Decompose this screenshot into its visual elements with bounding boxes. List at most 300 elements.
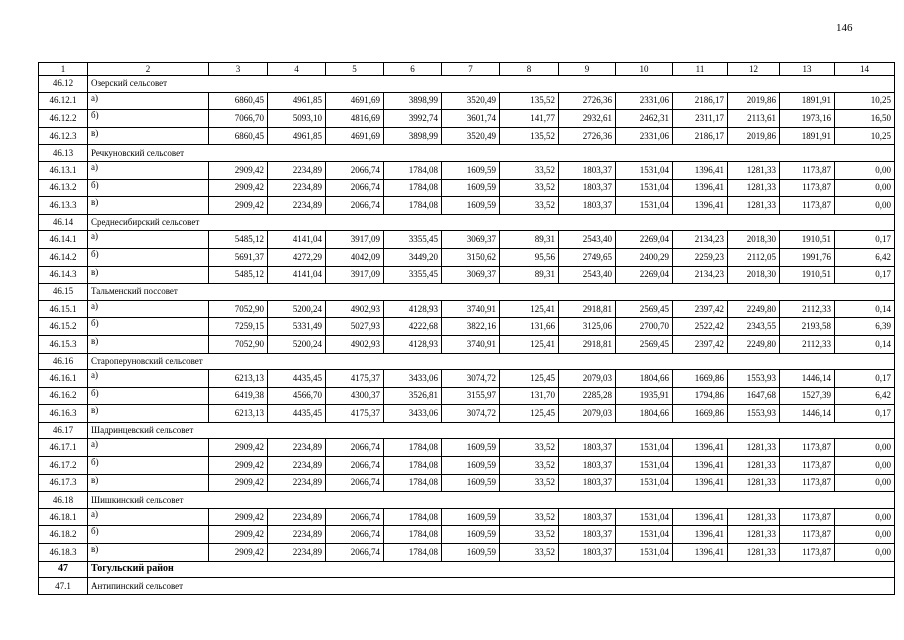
section-row <box>39 578 895 595</box>
value-cell: 2234,89 <box>268 439 326 457</box>
value-cell: 1784,08 <box>384 197 442 215</box>
value-cell: 2249,80 <box>728 335 780 353</box>
value-cell: 1446,14 <box>780 370 835 388</box>
table-row <box>39 92 895 110</box>
row-label: а) <box>88 370 209 388</box>
value-cell: 2522,42 <box>673 318 728 336</box>
row-code: 46.13.1 <box>39 161 88 179</box>
value-cell: 1531,04 <box>616 197 673 215</box>
value-cell: 33,52 <box>500 526 559 544</box>
value-cell: 3155,97 <box>442 387 500 405</box>
value-cell: 125,45 <box>500 370 559 388</box>
row-code: 46.18.3 <box>39 544 88 562</box>
value-cell: 2134,23 <box>673 231 728 249</box>
value-cell: 7052,90 <box>209 300 268 318</box>
section-row <box>39 214 895 231</box>
value-cell: 6213,13 <box>209 370 268 388</box>
value-cell: 2079,03 <box>559 370 616 388</box>
value-cell: 5691,37 <box>209 248 268 266</box>
value-cell: 0,00 <box>835 457 895 475</box>
value-cell: 2543,40 <box>559 266 616 284</box>
value-cell: 2066,74 <box>326 508 384 526</box>
value-cell: 4300,37 <box>326 387 384 405</box>
value-cell: 2066,74 <box>326 526 384 544</box>
section-code: 46.18 <box>39 492 88 509</box>
table-row <box>39 266 895 284</box>
value-cell: 6,39 <box>835 318 895 336</box>
column-number: 11 <box>673 63 728 76</box>
row-label: в) <box>88 266 209 284</box>
value-cell: 3433,06 <box>384 370 442 388</box>
value-cell: 1281,33 <box>728 161 780 179</box>
value-cell: 1973,16 <box>780 110 835 128</box>
value-cell: 1173,87 <box>780 457 835 475</box>
value-cell: 33,52 <box>500 197 559 215</box>
value-cell: 135,52 <box>500 127 559 145</box>
value-cell: 3069,37 <box>442 266 500 284</box>
value-cell: 1173,87 <box>780 179 835 197</box>
value-cell: 10,25 <box>835 127 895 145</box>
value-cell: 33,52 <box>500 161 559 179</box>
value-cell: 2234,89 <box>268 544 326 562</box>
value-cell: 5027,93 <box>326 318 384 336</box>
value-cell: 0,17 <box>835 266 895 284</box>
value-cell: 2909,42 <box>209 457 268 475</box>
section-code: 47 <box>39 561 88 578</box>
table-row <box>39 335 895 353</box>
value-cell: 0,00 <box>835 179 895 197</box>
value-cell: 1803,37 <box>559 544 616 562</box>
table-row <box>39 387 895 405</box>
value-cell: 2726,36 <box>559 127 616 145</box>
row-code: 46.14.2 <box>39 248 88 266</box>
value-cell: 3074,72 <box>442 405 500 423</box>
value-cell: 1173,87 <box>780 526 835 544</box>
value-cell: 3433,06 <box>384 405 442 423</box>
settlement-name: Шадринцевский сельсовет <box>88 422 895 439</box>
value-cell: 1396,41 <box>673 526 728 544</box>
column-number: 14 <box>835 63 895 76</box>
value-cell: 6213,13 <box>209 405 268 423</box>
table-row <box>39 231 895 249</box>
column-number: 8 <box>500 63 559 76</box>
value-cell: 2079,03 <box>559 405 616 423</box>
column-number: 6 <box>384 63 442 76</box>
page-number: 146 <box>836 22 853 34</box>
value-cell: 3898,99 <box>384 92 442 110</box>
value-cell: 1281,33 <box>728 526 780 544</box>
value-cell: 2259,23 <box>673 248 728 266</box>
value-cell: 1281,33 <box>728 197 780 215</box>
value-cell: 2066,74 <box>326 457 384 475</box>
value-cell: 2285,28 <box>559 387 616 405</box>
value-cell: 2234,89 <box>268 474 326 492</box>
value-cell: 0,00 <box>835 474 895 492</box>
value-cell: 1531,04 <box>616 544 673 562</box>
value-cell: 2909,42 <box>209 161 268 179</box>
value-cell: 2112,05 <box>728 248 780 266</box>
value-cell: 1281,33 <box>728 457 780 475</box>
value-cell: 1173,87 <box>780 439 835 457</box>
section-row <box>39 76 895 93</box>
value-cell: 1531,04 <box>616 526 673 544</box>
value-cell: 2018,30 <box>728 266 780 284</box>
row-label: а) <box>88 439 209 457</box>
table-row <box>39 370 895 388</box>
value-cell: 1803,37 <box>559 508 616 526</box>
value-cell: 1527,39 <box>780 387 835 405</box>
value-cell: 1784,08 <box>384 179 442 197</box>
value-cell: 2700,70 <box>616 318 673 336</box>
value-cell: 1804,66 <box>616 370 673 388</box>
value-cell: 3917,09 <box>326 231 384 249</box>
table-row <box>39 474 895 492</box>
value-cell: 4435,45 <box>268 405 326 423</box>
row-code: 46.15.2 <box>39 318 88 336</box>
row-code: 46.16.3 <box>39 405 88 423</box>
value-cell: 1396,41 <box>673 508 728 526</box>
value-cell: 1609,59 <box>442 526 500 544</box>
column-number: 2 <box>88 63 209 76</box>
row-code: 46.14.3 <box>39 266 88 284</box>
value-cell: 1794,86 <box>673 387 728 405</box>
value-cell: 1531,04 <box>616 439 673 457</box>
table-row <box>39 544 895 562</box>
table-row <box>39 248 895 266</box>
table-row <box>39 439 895 457</box>
value-cell: 1609,59 <box>442 161 500 179</box>
settlement-name: Антипинский сельсовет <box>88 578 895 595</box>
value-cell: 0,00 <box>835 439 895 457</box>
value-cell: 4902,93 <box>326 335 384 353</box>
row-label: б) <box>88 526 209 544</box>
value-cell: 4141,04 <box>268 231 326 249</box>
value-cell: 1173,87 <box>780 197 835 215</box>
value-cell: 3740,91 <box>442 335 500 353</box>
row-code: 46.13.3 <box>39 197 88 215</box>
value-cell: 2249,80 <box>728 300 780 318</box>
section-row <box>39 145 895 162</box>
district-row <box>39 561 895 578</box>
row-code: 46.13.2 <box>39 179 88 197</box>
settlement-name: Староперуновский сельсовет <box>88 353 895 370</box>
data-table <box>38 62 895 595</box>
value-cell: 3526,81 <box>384 387 442 405</box>
value-cell: 4961,85 <box>268 127 326 145</box>
row-code: 46.16.1 <box>39 370 88 388</box>
value-cell: 3520,49 <box>442 127 500 145</box>
value-cell: 10,25 <box>835 92 895 110</box>
value-cell: 2066,74 <box>326 474 384 492</box>
value-cell: 1803,37 <box>559 474 616 492</box>
value-cell: 125,41 <box>500 335 559 353</box>
value-cell: 2019,86 <box>728 92 780 110</box>
row-code: 46.17.1 <box>39 439 88 457</box>
settlement-name: Шишкинский сельсовет <box>88 492 895 509</box>
value-cell: 2909,42 <box>209 197 268 215</box>
row-code: 46.18.1 <box>39 508 88 526</box>
value-cell: 4435,45 <box>268 370 326 388</box>
row-label: а) <box>88 92 209 110</box>
value-cell: 2909,42 <box>209 526 268 544</box>
value-cell: 7052,90 <box>209 335 268 353</box>
row-code: 46.15.1 <box>39 300 88 318</box>
value-cell: 6860,45 <box>209 92 268 110</box>
value-cell: 2112,33 <box>780 300 835 318</box>
value-cell: 2234,89 <box>268 508 326 526</box>
value-cell: 1784,08 <box>384 544 442 562</box>
value-cell: 1281,33 <box>728 508 780 526</box>
value-cell: 3822,16 <box>442 318 500 336</box>
district-name: Тогульский район <box>88 561 895 578</box>
column-number: 5 <box>326 63 384 76</box>
value-cell: 7259,15 <box>209 318 268 336</box>
value-cell: 4902,93 <box>326 300 384 318</box>
value-cell: 4175,37 <box>326 405 384 423</box>
value-cell: 4691,69 <box>326 127 384 145</box>
value-cell: 2918,81 <box>559 300 616 318</box>
value-cell: 33,52 <box>500 439 559 457</box>
value-cell: 141,77 <box>500 110 559 128</box>
value-cell: 0,00 <box>835 544 895 562</box>
column-number: 1 <box>39 63 88 76</box>
value-cell: 4961,85 <box>268 92 326 110</box>
value-cell: 3898,99 <box>384 127 442 145</box>
value-cell: 5093,10 <box>268 110 326 128</box>
value-cell: 2134,23 <box>673 266 728 284</box>
value-cell: 1396,41 <box>673 197 728 215</box>
value-cell: 2343,55 <box>728 318 780 336</box>
row-label: б) <box>88 110 209 128</box>
value-cell: 3740,91 <box>442 300 500 318</box>
row-label: б) <box>88 318 209 336</box>
value-cell: 1910,51 <box>780 231 835 249</box>
value-cell: 2066,74 <box>326 161 384 179</box>
value-cell: 2397,42 <box>673 335 728 353</box>
value-cell: 1784,08 <box>384 457 442 475</box>
row-code: 46.12.2 <box>39 110 88 128</box>
value-cell: 3069,37 <box>442 231 500 249</box>
value-cell: 2462,31 <box>616 110 673 128</box>
row-code: 46.12.1 <box>39 92 88 110</box>
value-cell: 5485,12 <box>209 266 268 284</box>
value-cell: 3355,45 <box>384 266 442 284</box>
value-cell: 0,00 <box>835 197 895 215</box>
value-cell: 1803,37 <box>559 457 616 475</box>
value-cell: 1935,91 <box>616 387 673 405</box>
table-row <box>39 405 895 423</box>
value-cell: 2909,42 <box>209 544 268 562</box>
value-cell: 6,42 <box>835 248 895 266</box>
row-code: 46.15.3 <box>39 335 88 353</box>
section-row <box>39 284 895 301</box>
section-code: 47.1 <box>39 578 88 595</box>
row-code: 46.14.1 <box>39 231 88 249</box>
value-cell: 1531,04 <box>616 161 673 179</box>
value-cell: 3125,06 <box>559 318 616 336</box>
value-cell: 5331,49 <box>268 318 326 336</box>
value-cell: 1281,33 <box>728 439 780 457</box>
value-cell: 1531,04 <box>616 179 673 197</box>
value-cell: 3992,74 <box>384 110 442 128</box>
value-cell: 0,17 <box>835 370 895 388</box>
value-cell: 0,17 <box>835 231 895 249</box>
value-cell: 0,17 <box>835 405 895 423</box>
value-cell: 2569,45 <box>616 300 673 318</box>
value-cell: 0,00 <box>835 526 895 544</box>
column-number: 9 <box>559 63 616 76</box>
value-cell: 2193,58 <box>780 318 835 336</box>
value-cell: 89,31 <box>500 231 559 249</box>
section-code: 46.15 <box>39 284 88 301</box>
row-label: в) <box>88 544 209 562</box>
row-label: в) <box>88 127 209 145</box>
value-cell: 1609,59 <box>442 179 500 197</box>
value-cell: 2909,42 <box>209 474 268 492</box>
value-cell: 125,45 <box>500 405 559 423</box>
value-cell: 0,00 <box>835 508 895 526</box>
value-cell: 2234,89 <box>268 197 326 215</box>
value-cell: 1609,59 <box>442 474 500 492</box>
value-cell: 1396,41 <box>673 474 728 492</box>
value-cell: 1669,86 <box>673 405 728 423</box>
value-cell: 1803,37 <box>559 161 616 179</box>
value-cell: 6,42 <box>835 387 895 405</box>
value-cell: 1396,41 <box>673 457 728 475</box>
value-cell: 3601,74 <box>442 110 500 128</box>
value-cell: 131,70 <box>500 387 559 405</box>
value-cell: 0,14 <box>835 300 895 318</box>
section-code: 46.17 <box>39 422 88 439</box>
value-cell: 2932,61 <box>559 110 616 128</box>
column-number: 12 <box>728 63 780 76</box>
column-number: 4 <box>268 63 326 76</box>
table-row <box>39 197 895 215</box>
value-cell: 2066,74 <box>326 439 384 457</box>
value-cell: 2749,65 <box>559 248 616 266</box>
value-cell: 3917,09 <box>326 266 384 284</box>
value-cell: 1531,04 <box>616 457 673 475</box>
value-cell: 2543,40 <box>559 231 616 249</box>
value-cell: 2909,42 <box>209 439 268 457</box>
value-cell: 2269,04 <box>616 266 673 284</box>
value-cell: 2018,30 <box>728 231 780 249</box>
table-row <box>39 300 895 318</box>
value-cell: 4691,69 <box>326 92 384 110</box>
value-cell: 1396,41 <box>673 439 728 457</box>
value-cell: 1531,04 <box>616 508 673 526</box>
value-cell: 1609,59 <box>442 197 500 215</box>
value-cell: 5200,24 <box>268 335 326 353</box>
settlement-name: Озерский сельсовет <box>88 76 895 93</box>
value-cell: 33,52 <box>500 179 559 197</box>
value-cell: 1173,87 <box>780 474 835 492</box>
row-label: а) <box>88 231 209 249</box>
row-label: б) <box>88 179 209 197</box>
row-label: в) <box>88 197 209 215</box>
value-cell: 4128,93 <box>384 300 442 318</box>
row-label: в) <box>88 335 209 353</box>
value-cell: 4272,29 <box>268 248 326 266</box>
value-cell: 4141,04 <box>268 266 326 284</box>
column-number: 10 <box>616 63 673 76</box>
row-code: 46.16.2 <box>39 387 88 405</box>
value-cell: 2569,45 <box>616 335 673 353</box>
value-cell: 1173,87 <box>780 161 835 179</box>
table-row <box>39 179 895 197</box>
column-number: 7 <box>442 63 500 76</box>
row-label: а) <box>88 300 209 318</box>
value-cell: 2269,04 <box>616 231 673 249</box>
value-cell: 3449,20 <box>384 248 442 266</box>
value-cell: 5200,24 <box>268 300 326 318</box>
value-cell: 5485,12 <box>209 231 268 249</box>
row-label: в) <box>88 474 209 492</box>
value-cell: 1910,51 <box>780 266 835 284</box>
table-row <box>39 508 895 526</box>
value-cell: 6419,38 <box>209 387 268 405</box>
table-row <box>39 161 895 179</box>
value-cell: 4175,37 <box>326 370 384 388</box>
value-cell: 1803,37 <box>559 439 616 457</box>
row-code: 46.17.3 <box>39 474 88 492</box>
value-cell: 2066,74 <box>326 544 384 562</box>
section-code: 46.13 <box>39 145 88 162</box>
value-cell: 2066,74 <box>326 197 384 215</box>
value-cell: 2234,89 <box>268 457 326 475</box>
value-cell: 1173,87 <box>780 544 835 562</box>
value-cell: 2234,89 <box>268 179 326 197</box>
section-row <box>39 422 895 439</box>
value-cell: 2331,06 <box>616 127 673 145</box>
column-number: 3 <box>209 63 268 76</box>
value-cell: 1396,41 <box>673 161 728 179</box>
value-cell: 2909,42 <box>209 179 268 197</box>
value-cell: 2234,89 <box>268 161 326 179</box>
value-cell: 1609,59 <box>442 544 500 562</box>
value-cell: 1784,08 <box>384 474 442 492</box>
value-cell: 2726,36 <box>559 92 616 110</box>
value-cell: 1396,41 <box>673 544 728 562</box>
table-row <box>39 110 895 128</box>
table-row <box>39 526 895 544</box>
value-cell: 3355,45 <box>384 231 442 249</box>
row-label: б) <box>88 457 209 475</box>
value-cell: 1281,33 <box>728 179 780 197</box>
column-number: 13 <box>780 63 835 76</box>
value-cell: 2397,42 <box>673 300 728 318</box>
value-cell: 1531,04 <box>616 474 673 492</box>
settlement-name: Тальменский поссовет <box>88 284 895 301</box>
section-code: 46.14 <box>39 214 88 231</box>
section-row <box>39 492 895 509</box>
value-cell: 33,52 <box>500 474 559 492</box>
value-cell: 1281,33 <box>728 474 780 492</box>
value-cell: 3150,62 <box>442 248 500 266</box>
value-cell: 1803,37 <box>559 179 616 197</box>
value-cell: 3074,72 <box>442 370 500 388</box>
row-code: 46.18.2 <box>39 526 88 544</box>
value-cell: 2186,17 <box>673 92 728 110</box>
value-cell: 95,56 <box>500 248 559 266</box>
value-cell: 1784,08 <box>384 161 442 179</box>
value-cell: 1991,76 <box>780 248 835 266</box>
table-row <box>39 457 895 475</box>
value-cell: 1784,08 <box>384 508 442 526</box>
value-cell: 125,41 <box>500 300 559 318</box>
value-cell: 2311,17 <box>673 110 728 128</box>
value-cell: 1669,86 <box>673 370 728 388</box>
